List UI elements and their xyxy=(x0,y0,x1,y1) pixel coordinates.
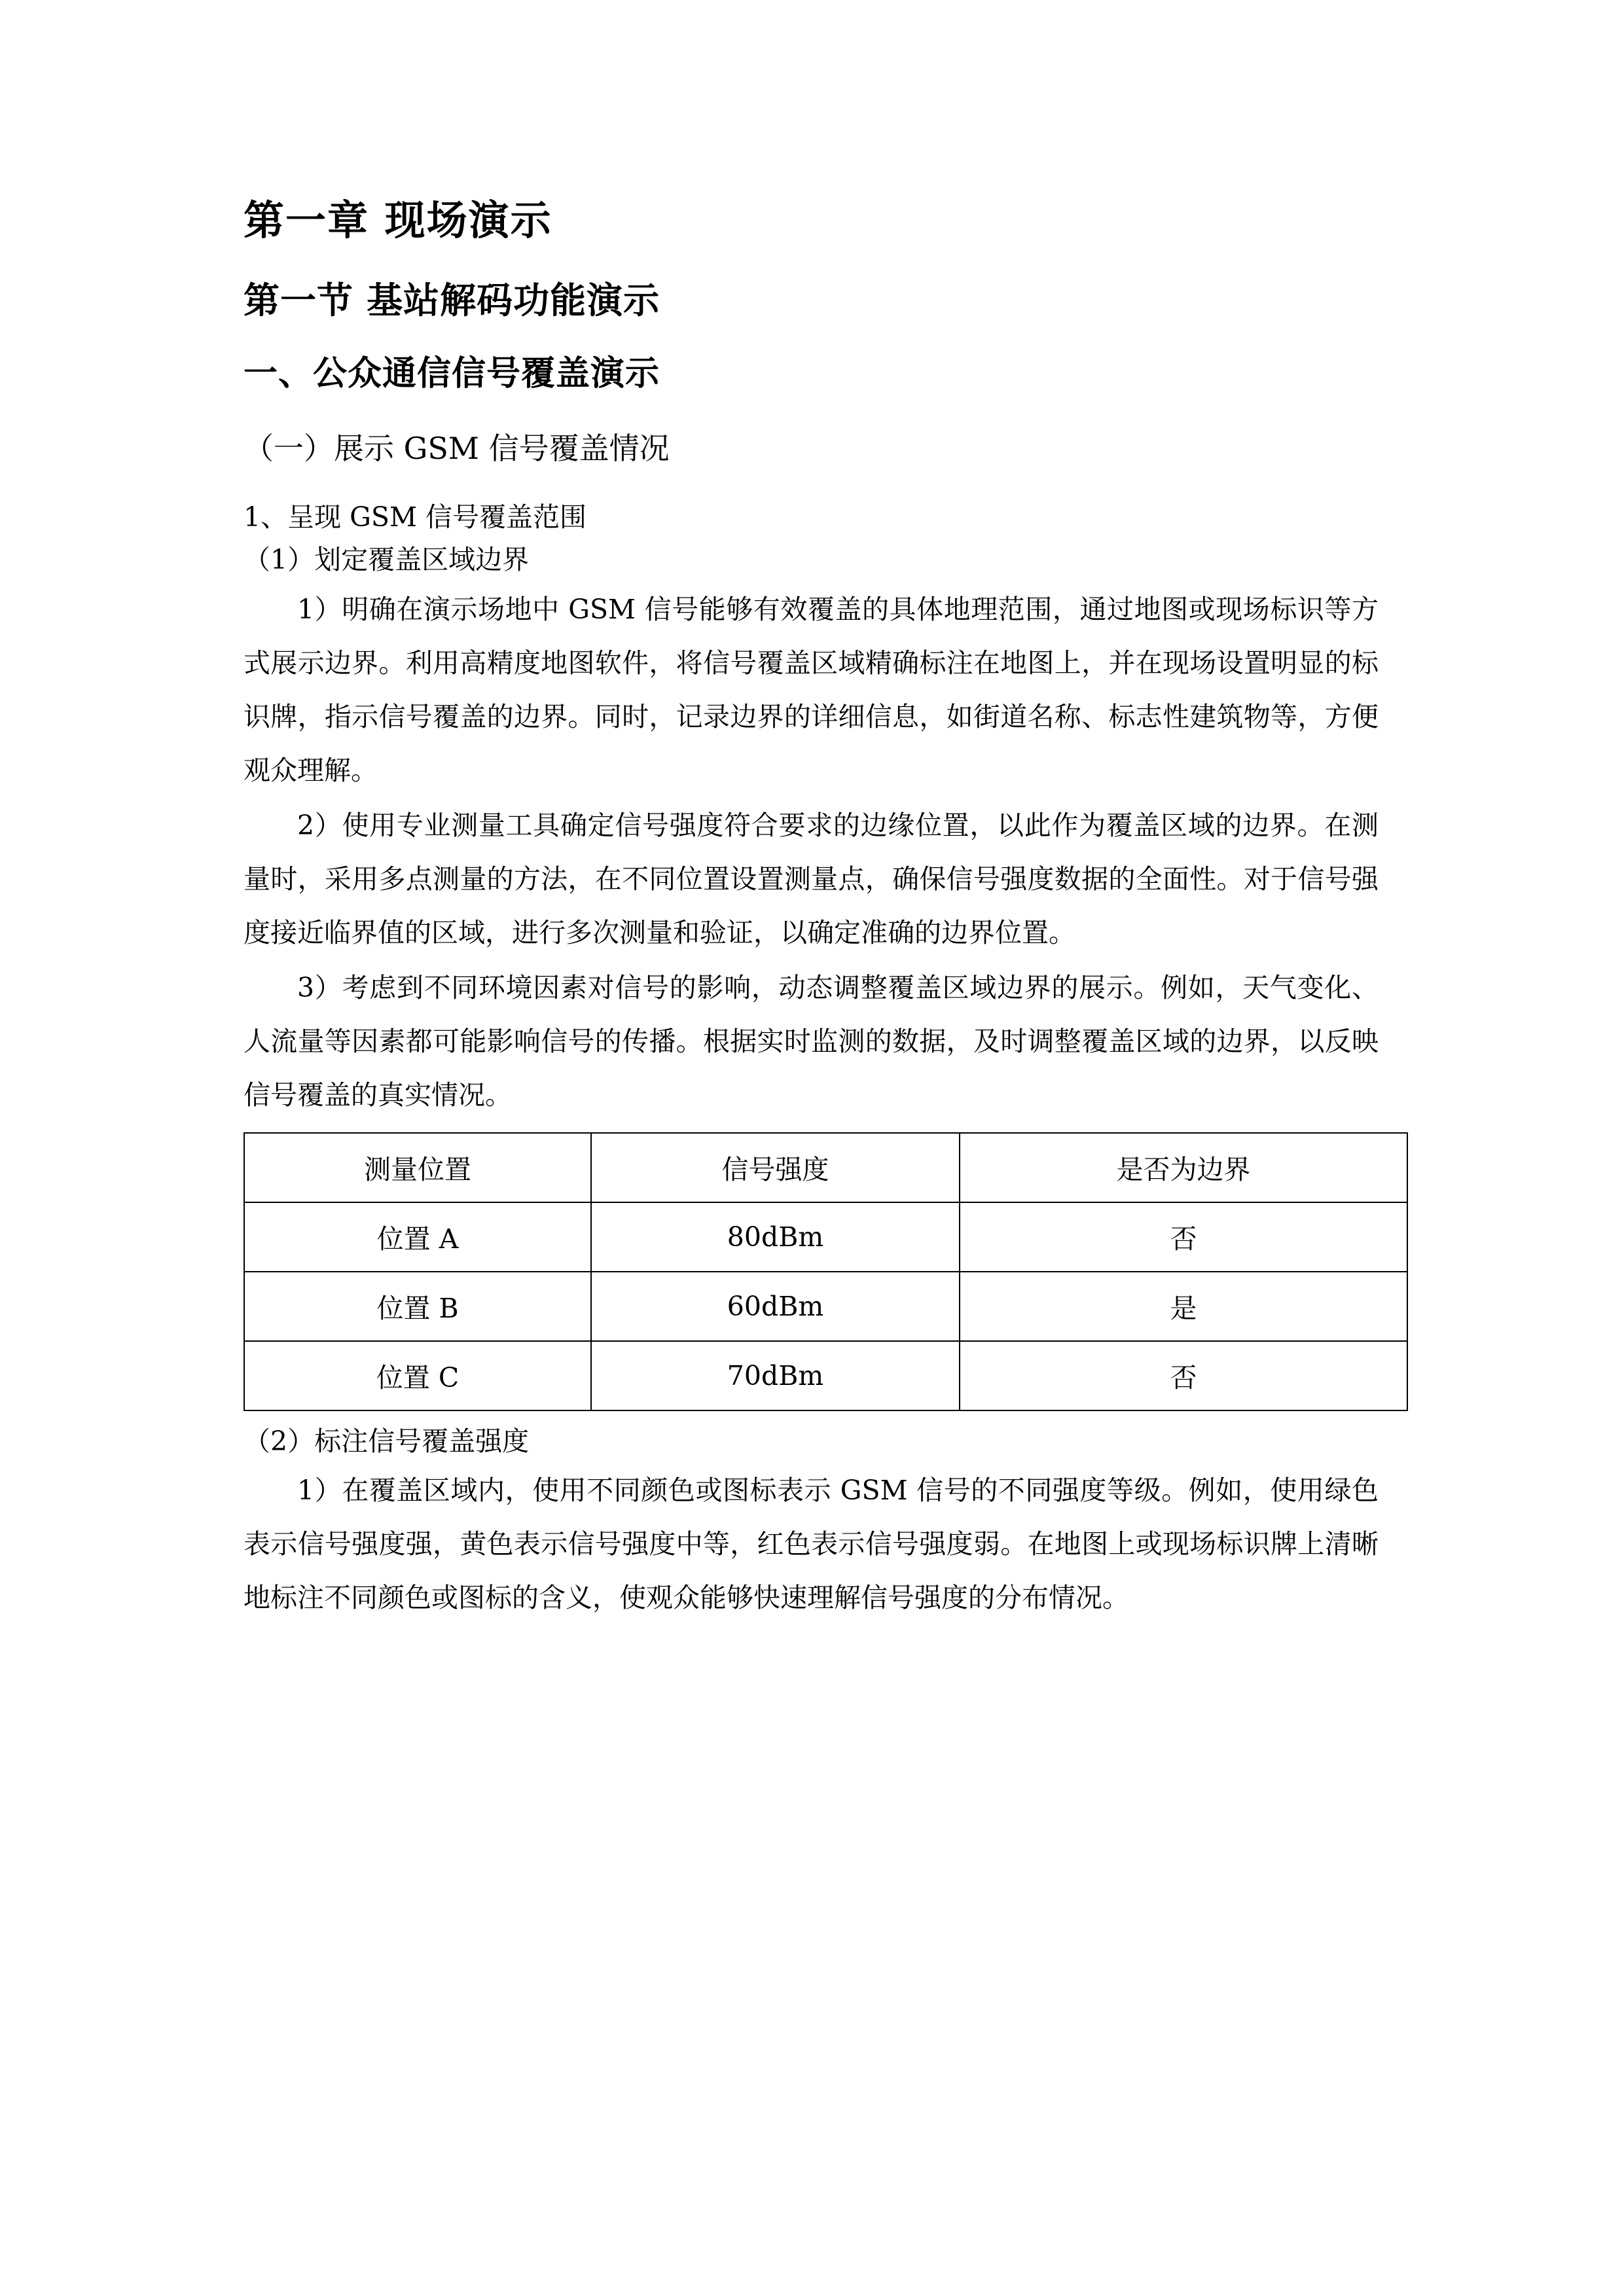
table-cell-boundary: 否 xyxy=(960,1202,1407,1272)
table-row xyxy=(244,1272,1407,1341)
table-row xyxy=(244,1341,1407,1410)
item-heading: （一）展示 GSM 信号覆盖情况 xyxy=(244,430,670,466)
paragraph-3: 3）考虑到不同环境因素对信号的影响，动态调整覆盖区域边界的展示。例如，天气变化、人流量等因素都可能影响信号的传播。根据实时监测的数据，及时调整覆盖区域的边界，以反映信号覆盖的真实情况。 xyxy=(244,971,1379,1111)
table-cell-location: 位置 A xyxy=(244,1202,591,1272)
table-header-strength: 信号强度 xyxy=(591,1133,960,1202)
section-heading: 第一节 基站解码功能演示 xyxy=(244,279,660,322)
list-item-parenthesized-1: （1）划定覆盖区域边界 xyxy=(244,543,530,575)
paragraph-4: 1）在覆盖区域内，使用不同颜色或图标表示 GSM 信号的不同强度等级。例如，使用绿色表示信号强度强，黄色表示信号强度中等，红色表示信号强度弱。在地图上或现场标识牌上清晰地标注不同颜色或图标的含义，使观众能够快速理解信号强度的分布情况。 xyxy=(244,1475,1379,1614)
subsection-heading: 一、公众通信信号覆盖演示 xyxy=(244,354,660,394)
measurement-table xyxy=(244,1132,1408,1411)
list-item-numbered-1: 1、呈现 GSM 信号覆盖范围 xyxy=(244,501,586,533)
table-cell-location: 位置 C xyxy=(244,1341,591,1410)
paragraph-2: 2）使用专业测量工具确定信号强度符合要求的边缘位置，以此作为覆盖区域的边界。在测量时，采用多点测量的方法，在不同位置设置测量点，确保信号强度数据的全面性。对于信号强度接近临界值的区域，进行多次测量和验证，以确定准确的边界位置。 xyxy=(244,809,1379,948)
table-cell-boundary: 否 xyxy=(960,1341,1407,1410)
table-row xyxy=(244,1202,1407,1272)
list-item-parenthesized-2: （2）标注信号覆盖强度 xyxy=(244,1425,530,1457)
paragraph-1: 1）明确在演示场地中 GSM 信号能够有效覆盖的具体地理范围，通过地图或现场标识等方式展示边界。利用高精度地图软件，将信号覆盖区域精确标注在地图上，并在现场设置明显的标识牌，指示信号覆盖的边界。同时，记录边界的详细信息，如街道名称、标志性建筑物等，方便观众理解。 xyxy=(244,593,1379,786)
table-header-location: 测量位置 xyxy=(244,1133,591,1202)
chapter-heading: 第一章 现场演示 xyxy=(244,196,552,244)
table-cell-strength: 60dBm xyxy=(591,1272,960,1341)
table-header-row xyxy=(244,1133,1407,1202)
table-cell-strength: 70dBm xyxy=(591,1341,960,1410)
table-cell-location: 位置 B xyxy=(244,1272,591,1341)
table-cell-boundary: 是 xyxy=(960,1272,1407,1341)
table-cell-strength: 80dBm xyxy=(591,1202,960,1272)
table-header-boundary: 是否为边界 xyxy=(960,1133,1407,1202)
